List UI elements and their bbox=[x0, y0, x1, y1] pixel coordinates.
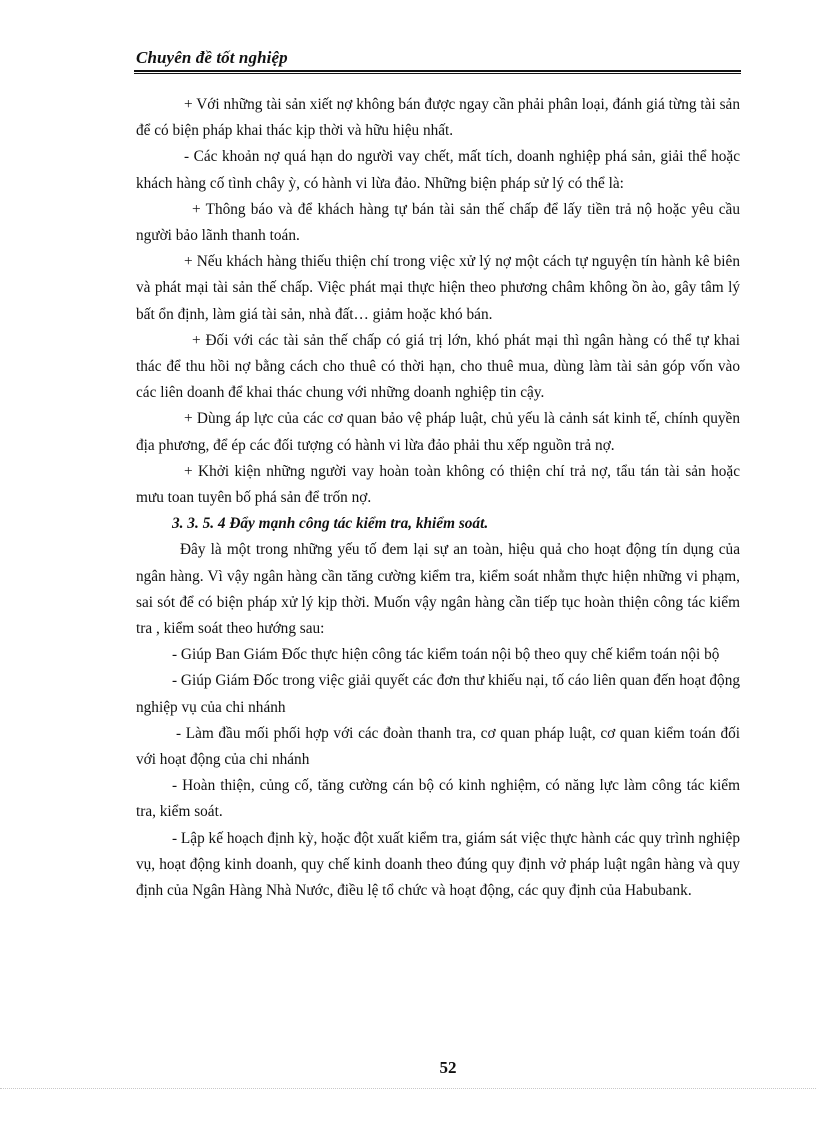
page-number: 52 bbox=[439, 1058, 457, 1077]
header-rule-secondary bbox=[134, 73, 741, 74]
section-heading: 3. 3. 5. 4 Đẩy mạnh công tác kiểm tra, khiểm soát. bbox=[172, 515, 489, 533]
body-text bbox=[136, 92, 740, 904]
header-rule bbox=[134, 70, 741, 72]
paragraph: + Dùng áp lực của các cơ quan bảo vệ pháp luật, chủ yếu là cảnh sát kinh tế, chính quyền địa phương, để ép các đối tượng có hành vi lừa đảo phải thu xếp nguồn trả nợ. bbox=[136, 410, 740, 454]
paragraph: + Nếu khách hàng thiếu thiện chí trong việc xử lý nợ một cách tự nguyện tín hành kê biên và phát mại tài sản thế chấp. Việc phát mại thực hiện theo phương châm không ồn ào, gây tâm lý bất ổn định, làm giá tài sản, nhà đất… giảm hoặc khó bán. bbox=[136, 253, 740, 323]
paragraph: Đây là một trong những yếu tố đem lại sự an toàn, hiệu quả cho hoạt động tín dụng của ngân hàng. Vì vậy ngân hàng cần tăng cường kiểm tra, kiểm soát nhằm thực hiện những vi phạm, sai sót để có biện pháp xử lý kịp thời. Muốn vậy ngân hàng cần tiếp tục hoàn thiện công tác kiểm tra , kiểm soát theo hướng sau: bbox=[136, 541, 740, 638]
paragraph: + Đối với các tài sản thế chấp có giá trị lớn, khó phát mại thì ngân hàng có thể tự khai thác để thu hồi nợ bằng cách cho thuê có thời hạn, cho thuê mua, dùng làm tài sản góp vốn vào các liên doanh để khai thác chung với những doanh nghiệp tin cậy. bbox=[136, 331, 740, 402]
list-item: - Giúp Ban Giám Đốc thực hiện công tác kiểm toán nội bộ theo quy chế kiểm toán nội bộ bbox=[172, 646, 720, 664]
header-title: Chuyên đề tốt nghiệp bbox=[136, 48, 288, 67]
paragraph: + Khởi kiện những người vay hoàn toàn không có thiện chí trả nợ, tẩu tán tài sản hoặc mưu toan tuyên bố phá sản để trốn nợ. bbox=[136, 462, 740, 507]
page-bottom-border bbox=[0, 1088, 816, 1089]
paragraph: + Với những tài sản xiết nợ không bán được ngay cần phải phân loại, đánh giá từng tài sản để có biện pháp khai thác kịp thời và hữu hiệu nhất. bbox=[136, 96, 740, 140]
list-item: - Hoàn thiện, củng cố, tăng cường cán bộ có kinh nghiệm, có năng lực làm công tác kiểm tra, kiểm soát. bbox=[136, 777, 740, 821]
paragraph: - Các khoản nợ quá hạn do người vay chết, mất tích, doanh nghiệp phá sản, giải thể hoặc khách hàng cố tình chây ỳ, có hành vi lừa đảo. Những biện pháp sử lý có thể là: bbox=[136, 148, 740, 192]
list-item: - Lập kế hoạch định kỳ, hoặc đột xuất kiểm tra, giám sát việc thực hành các quy trình nghiệp vụ, hoạt động kinh doanh, quy chế kinh doanh theo đúng quy định vở pháp luật ngân hàng và quy định của Ngân Hàng Nhà Nước, điều lệ tổ chức và hoạt động, các quy định của Habubank. bbox=[136, 829, 740, 900]
list-item: - Giúp Giám Đốc trong việc giải quyết các đơn thư khiếu nại, tố cáo liên quan đến hoạt động nghiệp vụ của chi nhánh bbox=[136, 672, 740, 716]
paragraph: + Thông báo và để khách hàng tự bán tài sản thế chấp để lấy tiền trả nộ hoặc yêu cầu người bảo lãnh thanh toán. bbox=[136, 200, 740, 245]
list-item: - Làm đầu mối phối hợp với các đoàn thanh tra, cơ quan pháp luật, cơ quan kiểm toán đối với hoạt động của chi nhánh bbox=[136, 724, 740, 769]
